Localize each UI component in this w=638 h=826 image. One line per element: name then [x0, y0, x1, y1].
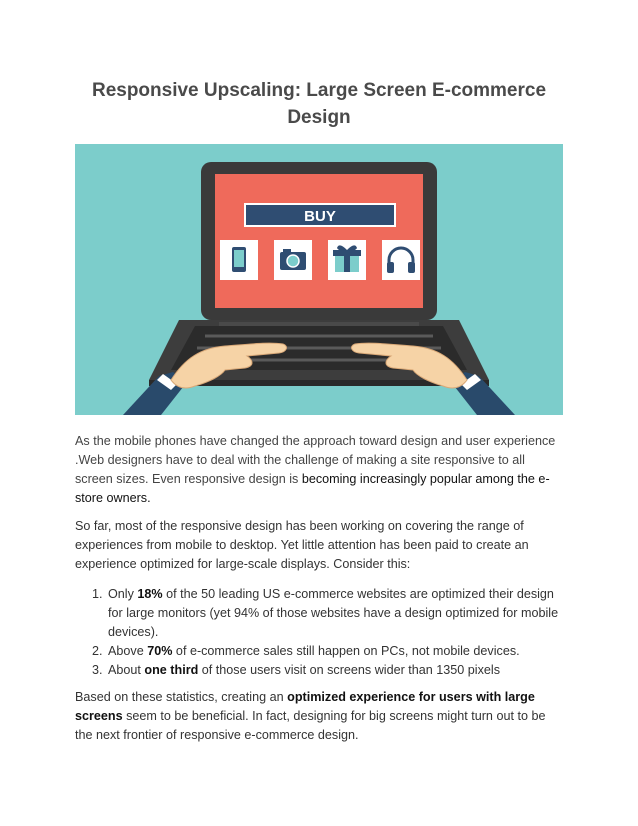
list-text-bold: 18% — [137, 587, 163, 601]
page-title: Responsive Upscaling: Large Screen E-commerce Design — [91, 80, 547, 128]
statistics-list — [75, 585, 563, 680]
list-text-pre: About — [108, 663, 145, 677]
list-text-pre: Only — [108, 587, 138, 601]
context-paragraph: So far, most of the responsive design has been working on covering the range of experiences from mobile to desktop. Yet little attention has been paid to create an experience optimized for large-scale displays. Consider this: — [75, 519, 529, 571]
list-number: 1. — [92, 587, 103, 601]
list-text-bold: one third — [144, 663, 199, 677]
camera-icon — [274, 240, 312, 280]
conclusion-text-post: seem to be beneficial. In fact, designing for big screens might turn out to be the next frontier of responsive e-commerce design. — [75, 709, 546, 742]
intro-paragraph — [75, 432, 563, 508]
hero-illustration — [75, 144, 563, 415]
buy-label: BUY — [304, 208, 336, 225]
intro-highlight: becoming increasingly popular among the e-store owners. — [75, 472, 550, 505]
list-text-post: of those users visit on screens wider than 1350 pixels — [198, 663, 501, 677]
list-item — [75, 661, 563, 680]
conclusion-paragraph — [75, 688, 563, 745]
list-text-post: of the 50 leading US e-commerce websites are optimized their design for large monitors (yet 94% of those websites have a design optimized for mobile devices). — [108, 587, 559, 639]
gift-icon — [328, 240, 366, 280]
list-item — [75, 585, 563, 642]
list-number: 3. — [92, 663, 103, 677]
list-item — [75, 642, 563, 661]
conclusion-text-bold: optimized experience for users with large screens — [75, 690, 535, 723]
list-number: 2. — [92, 644, 103, 658]
list-text-pre: Above — [108, 644, 148, 658]
list-text-bold: 70% — [147, 644, 173, 658]
smartphone-icon — [220, 240, 258, 280]
list-text-post: of e-commerce sales still happen on PCs, not mobile devices. — [172, 644, 520, 658]
laptop — [201, 162, 437, 320]
headphones-icon — [382, 240, 420, 280]
intro-text: As the mobile phones have changed the approach toward design and user experience .Web designers have to deal with the challenge of making a site responsive to all screen sizes. Even responsive design is — [75, 434, 556, 486]
conclusion-text-pre: Based on these statistics, creating an — [75, 690, 288, 704]
